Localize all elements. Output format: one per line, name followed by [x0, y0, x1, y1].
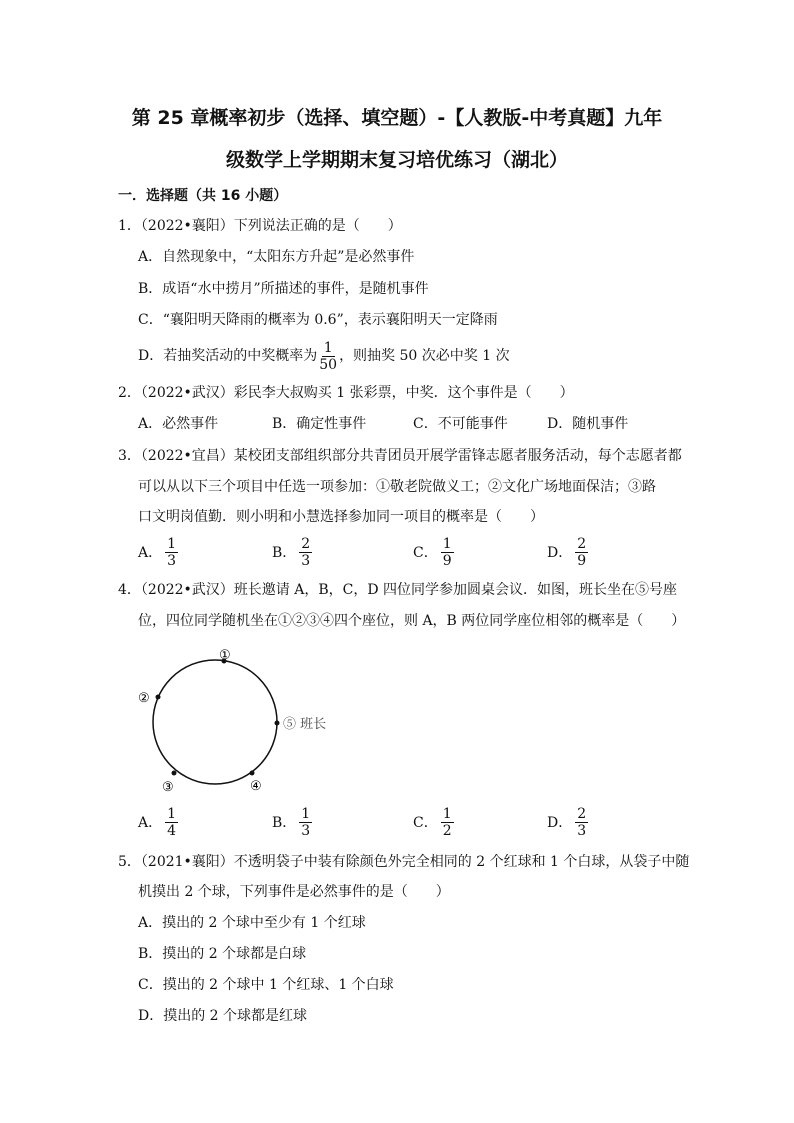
document-title-line-1: 第 25 章概率初步（选择、填空题）-【人教版-中考真题】九年	[131, 107, 663, 129]
seat-3-label: ③	[162, 780, 174, 795]
fraction	[319, 340, 337, 373]
question-4-option-d	[547, 802, 588, 842]
fraction-denominator: 3	[301, 552, 311, 569]
round-table-figure	[130, 645, 360, 805]
question-1-stem: 1．（2022•襄阳）下列说法正确的是（ ）	[118, 218, 402, 234]
question-3-option-c	[413, 532, 454, 572]
option-label: D．	[547, 815, 573, 831]
seat-2-label: ②	[138, 691, 150, 706]
round-table-circle	[153, 660, 277, 784]
question-1-option-b: B．成语“水中捞月”所描述的事件，是随机事件	[138, 281, 429, 297]
option-label: A．	[138, 815, 163, 831]
question-3-option-a	[138, 532, 178, 572]
option-label: C．	[413, 815, 438, 831]
question-1-option-d-prefix: D．若抽奖活动的中奖概率为	[138, 348, 318, 364]
question-4-option-b	[272, 802, 312, 842]
fraction	[299, 806, 312, 839]
fraction	[575, 806, 588, 839]
question-5-line-2: 机摸出 2 个球，下列事件是必然事件的是（ ）	[138, 884, 450, 900]
fraction	[165, 806, 178, 839]
question-5-option-a: A．摸出的 2 个球中至少有 1 个红球	[138, 915, 366, 931]
question-4-line-1: 4．（2022•武汉）班长邀请 A，B，C，D 四位同学参加圆桌会议．如图，班长坐在⑤号座	[118, 582, 678, 598]
question-5-option-c: C．摸出的 2 个球中 1 个红球、1 个白球	[138, 977, 394, 993]
question-1-option-a: A．自然现象中，“太阳东方升起”是必然事件	[138, 249, 415, 265]
document-title-line-2: 级数学上学期期末复习培优练习（湖北）	[225, 149, 568, 171]
option-label: C．	[413, 545, 438, 561]
fraction-denominator: 2	[442, 822, 452, 839]
question-4-line-2: 位，四位同学随机坐在①②③④四个座位，则 A，B 两位同学座位相邻的概率是（ ）	[138, 613, 686, 629]
question-5-option-b: B．摸出的 2 个球都是白球	[138, 946, 307, 962]
question-3-option-d	[547, 532, 588, 572]
fraction	[575, 536, 588, 569]
question-4-option-c	[413, 802, 454, 842]
question-5-option-d: D．摸出的 2 个球都是红球	[138, 1008, 308, 1024]
question-3-line-1: 3．（2022•宜昌）某校团支部组织部分共青团员开展学雷锋志愿者服务活动，每个志愿者都	[118, 448, 682, 464]
question-2-option-c: C．不可能事件	[413, 416, 508, 432]
fraction	[165, 536, 178, 569]
fraction-denominator: 9	[442, 552, 452, 569]
fraction-numerator: 1	[442, 535, 452, 552]
question-1-option-c: C．“襄阳明天降雨的概率为 0.6”，表示襄阳明天一定降雨	[138, 312, 498, 328]
question-4-option-a	[138, 802, 178, 842]
seat-4-dot	[250, 771, 255, 776]
option-label: D．	[547, 545, 573, 561]
fraction-denominator: 50	[319, 356, 338, 373]
option-label: B．	[272, 545, 297, 561]
fraction	[441, 536, 454, 569]
fraction-denominator: 3	[167, 552, 177, 569]
fraction-numerator: 1	[323, 339, 333, 356]
option-label: A．	[138, 545, 163, 561]
fraction-denominator: 9	[577, 552, 587, 569]
seat-5-dot	[275, 721, 280, 726]
fraction	[299, 536, 312, 569]
fraction-denominator: 3	[301, 822, 311, 839]
question-2-stem: 2．（2022•武汉）彩民李大叔购买 1 张彩票，中奖．这个事件是（ ）	[118, 385, 574, 401]
question-3-line-3: 口文明岗值勤．则小明和小慧选择参加同一项目的概率是（ ）	[138, 509, 544, 525]
seat-2-dot	[156, 695, 161, 700]
fraction-numerator: 2	[301, 535, 311, 552]
seat-3-dot	[172, 771, 177, 776]
question-3-line-2: 可以从以下三个项目中任选一项参加：①敬老院做义工；②文化广场地面保洁；③路	[138, 479, 656, 495]
question-5-line-1: 5．（2021•襄阳）不透明袋子中装有除颜色外完全相同的 2 个红球和 1 个白球，从袋子中随	[118, 854, 690, 870]
question-2-option-b: B．确定性事件	[272, 416, 367, 432]
fraction-numerator: 1	[442, 805, 452, 822]
section-heading: 一．选择题（共 16 小题）	[118, 188, 288, 204]
question-3-option-b	[272, 532, 312, 572]
question-4-options	[138, 802, 738, 842]
fraction-denominator: 4	[167, 822, 177, 839]
seat-4-label: ④	[250, 779, 262, 794]
seat-1-label: ①	[219, 648, 231, 663]
question-1-option-d-suffix: ，则抽奖 50 次必中奖 1 次	[339, 348, 510, 364]
fraction-numerator: 1	[301, 805, 311, 822]
fraction-numerator: 1	[167, 805, 177, 822]
question-2-option-d: D．随机事件	[547, 416, 629, 432]
option-label: B．	[272, 815, 297, 831]
fraction	[441, 806, 454, 839]
question-1-option-d	[138, 336, 510, 376]
question-3-options	[138, 532, 738, 572]
fraction-denominator: 3	[577, 822, 587, 839]
seat-5-label: ⑤ 班长	[283, 717, 327, 732]
fraction-numerator: 2	[577, 535, 587, 552]
question-2-option-a: A．必然事件	[138, 416, 219, 432]
fraction-numerator: 1	[167, 535, 177, 552]
fraction-numerator: 2	[577, 805, 587, 822]
